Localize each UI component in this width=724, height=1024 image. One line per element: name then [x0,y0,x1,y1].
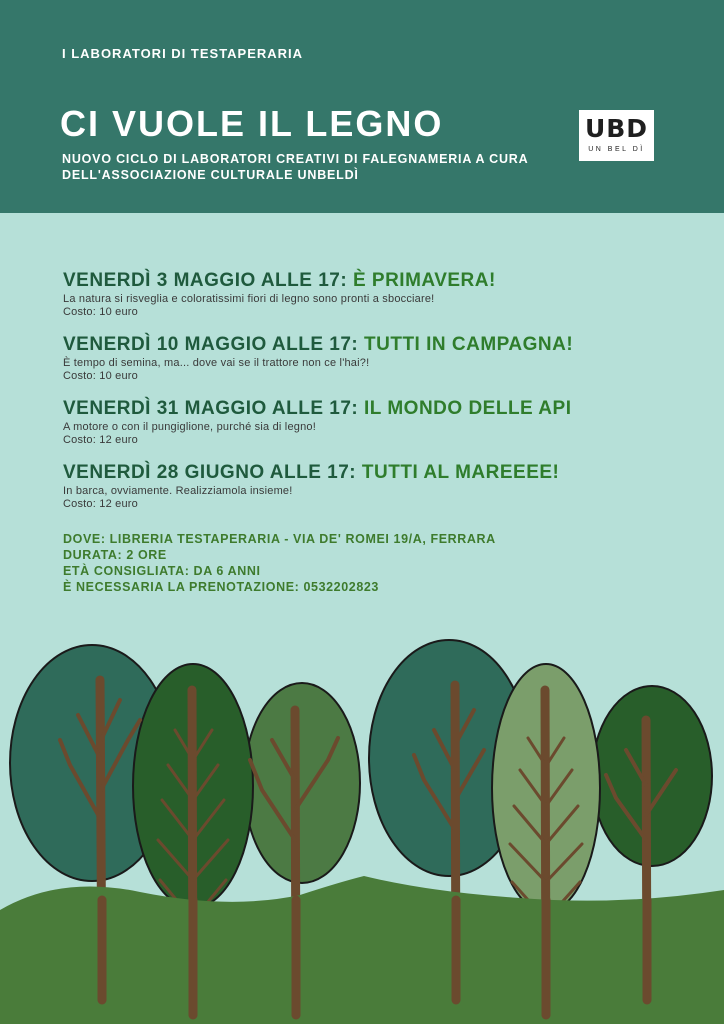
event-cost: Costo: 12 euro [63,498,138,510]
event-item [63,269,683,319]
page-title: CI VUOLE IL LEGNO [60,103,444,144]
event-name: TUTTI IN CAMPAGNA! [364,334,574,355]
logo-subtitle: UN BEL DÌ [588,146,645,153]
header-banner [0,0,724,213]
event-list [63,269,683,525]
logo-mark: UBD [584,114,649,143]
event-description: In barca, ovviamente. Realizziamola insieme! [63,485,293,497]
event-cost: Costo: 12 euro [63,434,138,446]
kicker: I LABORATORI DI TESTAPERARIA [62,46,304,61]
event-name: TUTTI AL MAREEEE! [361,462,560,483]
info-block [63,531,496,595]
event-heading [63,461,683,485]
info-age: ETÀ CONSIGLIATA: DA 6 ANNI [63,564,261,578]
event-item [63,397,683,447]
event-cost: Costo: 10 euro [63,306,138,318]
event-date: VENERDÌ 28 GIUGNO ALLE 17: [63,462,362,483]
tree-crown-icon [592,686,712,866]
event-date: VENERDÌ 3 MAGGIO ALLE 17: [63,270,353,291]
event-item [63,333,683,383]
info-duration: DURATA: 2 ORE [63,548,167,562]
event-heading [63,333,683,357]
unbeldi-logo [579,110,654,161]
event-date: VENERDÌ 10 MAGGIO ALLE 17: [63,334,365,355]
event-name: È PRIMAVERA! [352,270,496,291]
event-description: A motore o con il pungiglione, purché sia di legno! [63,421,316,433]
event-description: È tempo di semina, ma... dove vai se il trattore non ce l'hai?! [63,357,370,369]
event-item [63,461,683,511]
event-heading [63,397,683,421]
event-cost: Costo: 10 euro [63,370,138,382]
forest-illustration [0,620,724,1024]
tree-crown-icon [244,683,360,883]
event-date: VENERDÌ 31 MAGGIO ALLE 17: [63,398,365,419]
event-description: La natura si risveglia e coloratissimi fiori di legno sono pronti a sbocciare! [63,293,435,305]
info-booking: È NECESSARIA LA PRENOTAZIONE: 0532202823 [63,580,379,594]
hills [0,876,724,1024]
info-where: DOVE: LIBRERIA TESTAPERARIA - VIA DE' ROMEI 19/A, FERRARA [63,532,496,546]
event-name: IL MONDO DELLE API [364,398,572,419]
subtitle: NUOVO CICLO DI LABORATORI CREATIVI DI FALEGNAMERIA A CURA DELL'ASSOCIAZIONE CULTURALE UNBELDÌ [62,152,528,182]
event-heading [63,269,683,293]
